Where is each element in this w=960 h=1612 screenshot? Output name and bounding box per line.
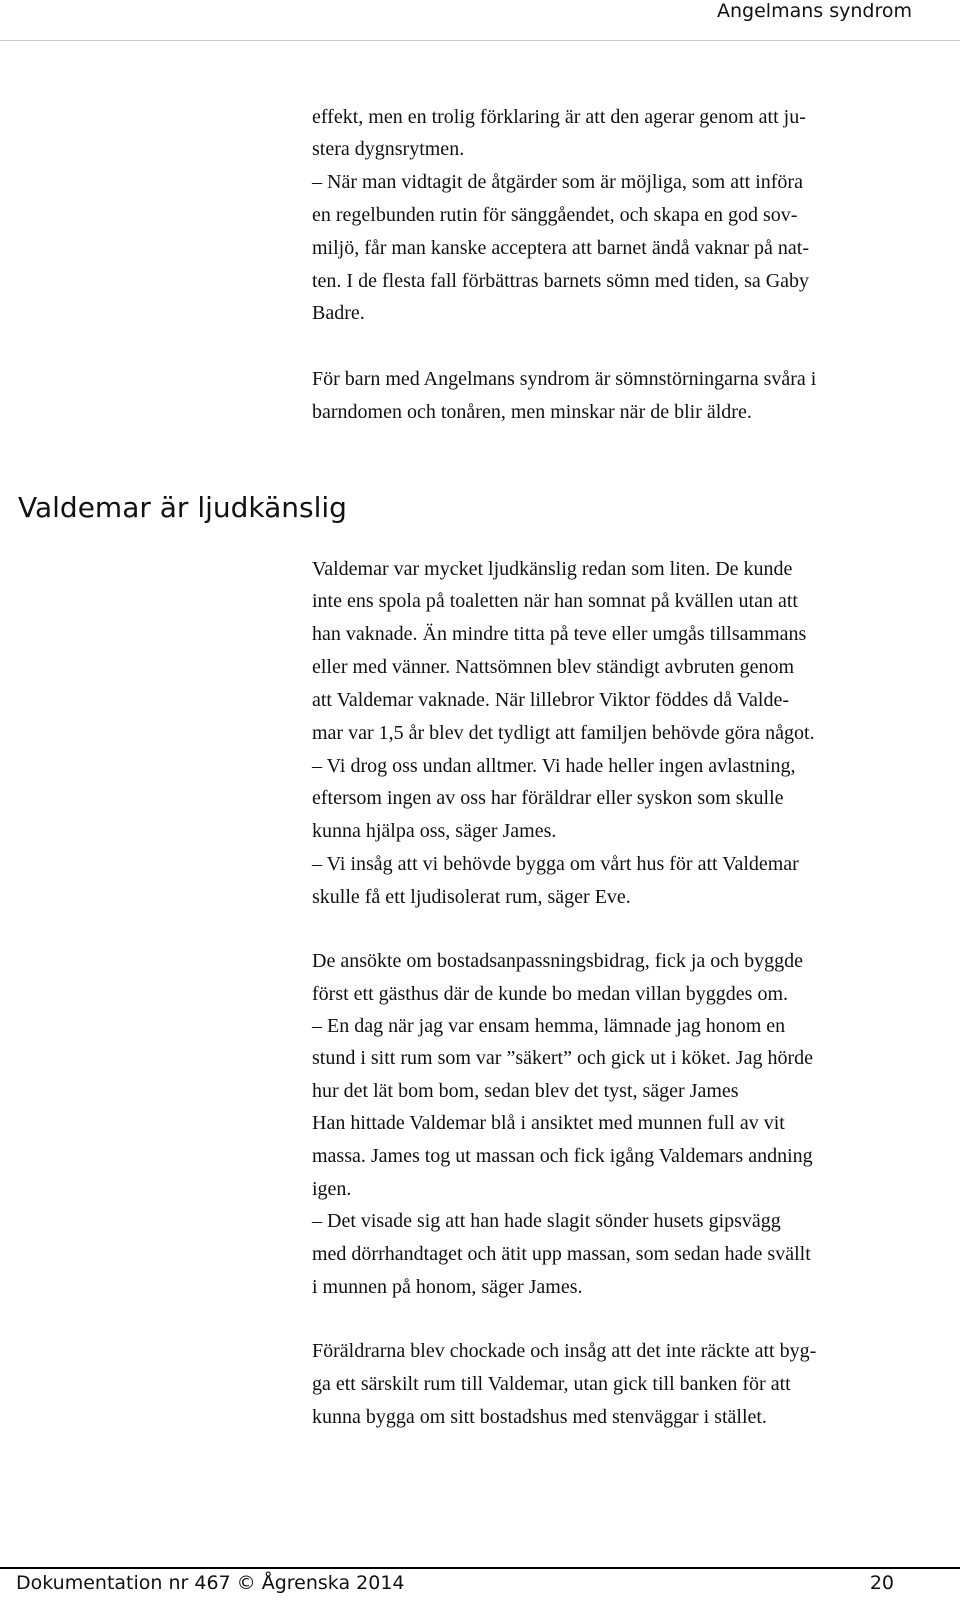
- body-line: ten. I de flesta fall förbättras barnets sömn med tiden, sa Gaby: [312, 270, 810, 292]
- body-line: barndomen och tonåren, men minskar när de blir äldre.: [312, 401, 752, 423]
- footer-credit: Dokumentation nr 467 © Ågrenska 2014: [16, 1572, 405, 1594]
- header-divider: [0, 40, 960, 41]
- body-line: mar var 1,5 år blev det tydligt att familjen behövde göra något.: [312, 722, 815, 744]
- body-line: hur det lät bom bom, sedan blev det tyst, säger James: [312, 1080, 739, 1102]
- body-line: igen.: [312, 1178, 352, 1200]
- body-line: kunna hjälpa oss, säger James.: [312, 820, 557, 842]
- body-line: – Vi insåg att vi behövde bygga om vårt hus för att Valdemar: [312, 853, 799, 875]
- body-line: eftersom ingen av oss har föräldrar eller syskon som skulle: [312, 787, 784, 809]
- body-line: stera dygnsrytmen.: [312, 138, 465, 160]
- body-line: Badre.: [312, 302, 365, 324]
- body-line: först ett gästhus där de kunde bo medan villan byggdes om.: [312, 983, 789, 1005]
- body-line: – Det visade sig att han hade slagit sönder husets gipsvägg: [312, 1210, 781, 1232]
- body-line: – En dag när jag var ensam hemma, lämnade jag honom en: [312, 1015, 786, 1037]
- body-line: eller med vänner. Nattsömnen blev ständigt avbruten genom: [312, 656, 795, 678]
- body-line: en regelbunden rutin för sänggåendet, och skapa en god sov-: [312, 204, 798, 226]
- body-line: kunna bygga om sitt bostadshus med stenväggar i stället.: [312, 1406, 767, 1428]
- body-line: i munnen på honom, säger James.: [312, 1276, 583, 1298]
- body-line: han vaknade. Än mindre titta på teve eller umgås tillsammans: [312, 623, 807, 645]
- body-line: För barn med Angelmans syndrom är sömnstörningarna svåra i: [312, 368, 817, 390]
- body-line: stund i sitt rum som var ”säkert” och gick ut i köket. Jag hörde: [312, 1047, 814, 1069]
- footer-divider: [0, 1567, 960, 1569]
- section-heading: Valdemar är ljudkänslig: [18, 491, 347, 524]
- body-line: Han hittade Valdemar blå i ansiktet med munnen full av vit: [312, 1112, 785, 1134]
- body-line: effekt, men en trolig förklaring är att den agerar genom att ju-: [312, 106, 806, 128]
- running-header: Angelmans syndrom: [717, 0, 912, 22]
- body-line: ga ett särskilt rum till Valdemar, utan gick till banken för att: [312, 1373, 791, 1395]
- body-line: med dörrhandtaget och ätit upp massan, som sedan hade svällt: [312, 1243, 811, 1265]
- body-line: att Valdemar vaknade. När lillebror Viktor föddes då Valde-: [312, 689, 789, 711]
- body-line: De ansökte om bostadsanpassningsbidrag, fick ja och byggde: [312, 950, 804, 972]
- body-line: massa. James tog ut massan och fick igång Valdemars andning: [312, 1145, 813, 1167]
- body-line: Valdemar var mycket ljudkänslig redan som liten. De kunde: [312, 558, 793, 580]
- body-line: – När man vidtagit de åtgärder som är möjliga, som att införa: [312, 171, 803, 193]
- body-line: Föräldrarna blev chockade och insåg att det inte räckte att byg-: [312, 1340, 817, 1362]
- body-line: – Vi drog oss undan alltmer. Vi hade heller ingen avlastning,: [312, 755, 796, 777]
- body-line: miljö, får man kanske acceptera att barnet ändå vaknar på nat-: [312, 237, 809, 259]
- body-line: skulle få ett ljudisolerat rum, säger Eve.: [312, 886, 631, 908]
- page-number: 20: [869, 1572, 894, 1594]
- body-line: inte ens spola på toaletten när han somnat på kvällen utan att: [312, 590, 798, 612]
